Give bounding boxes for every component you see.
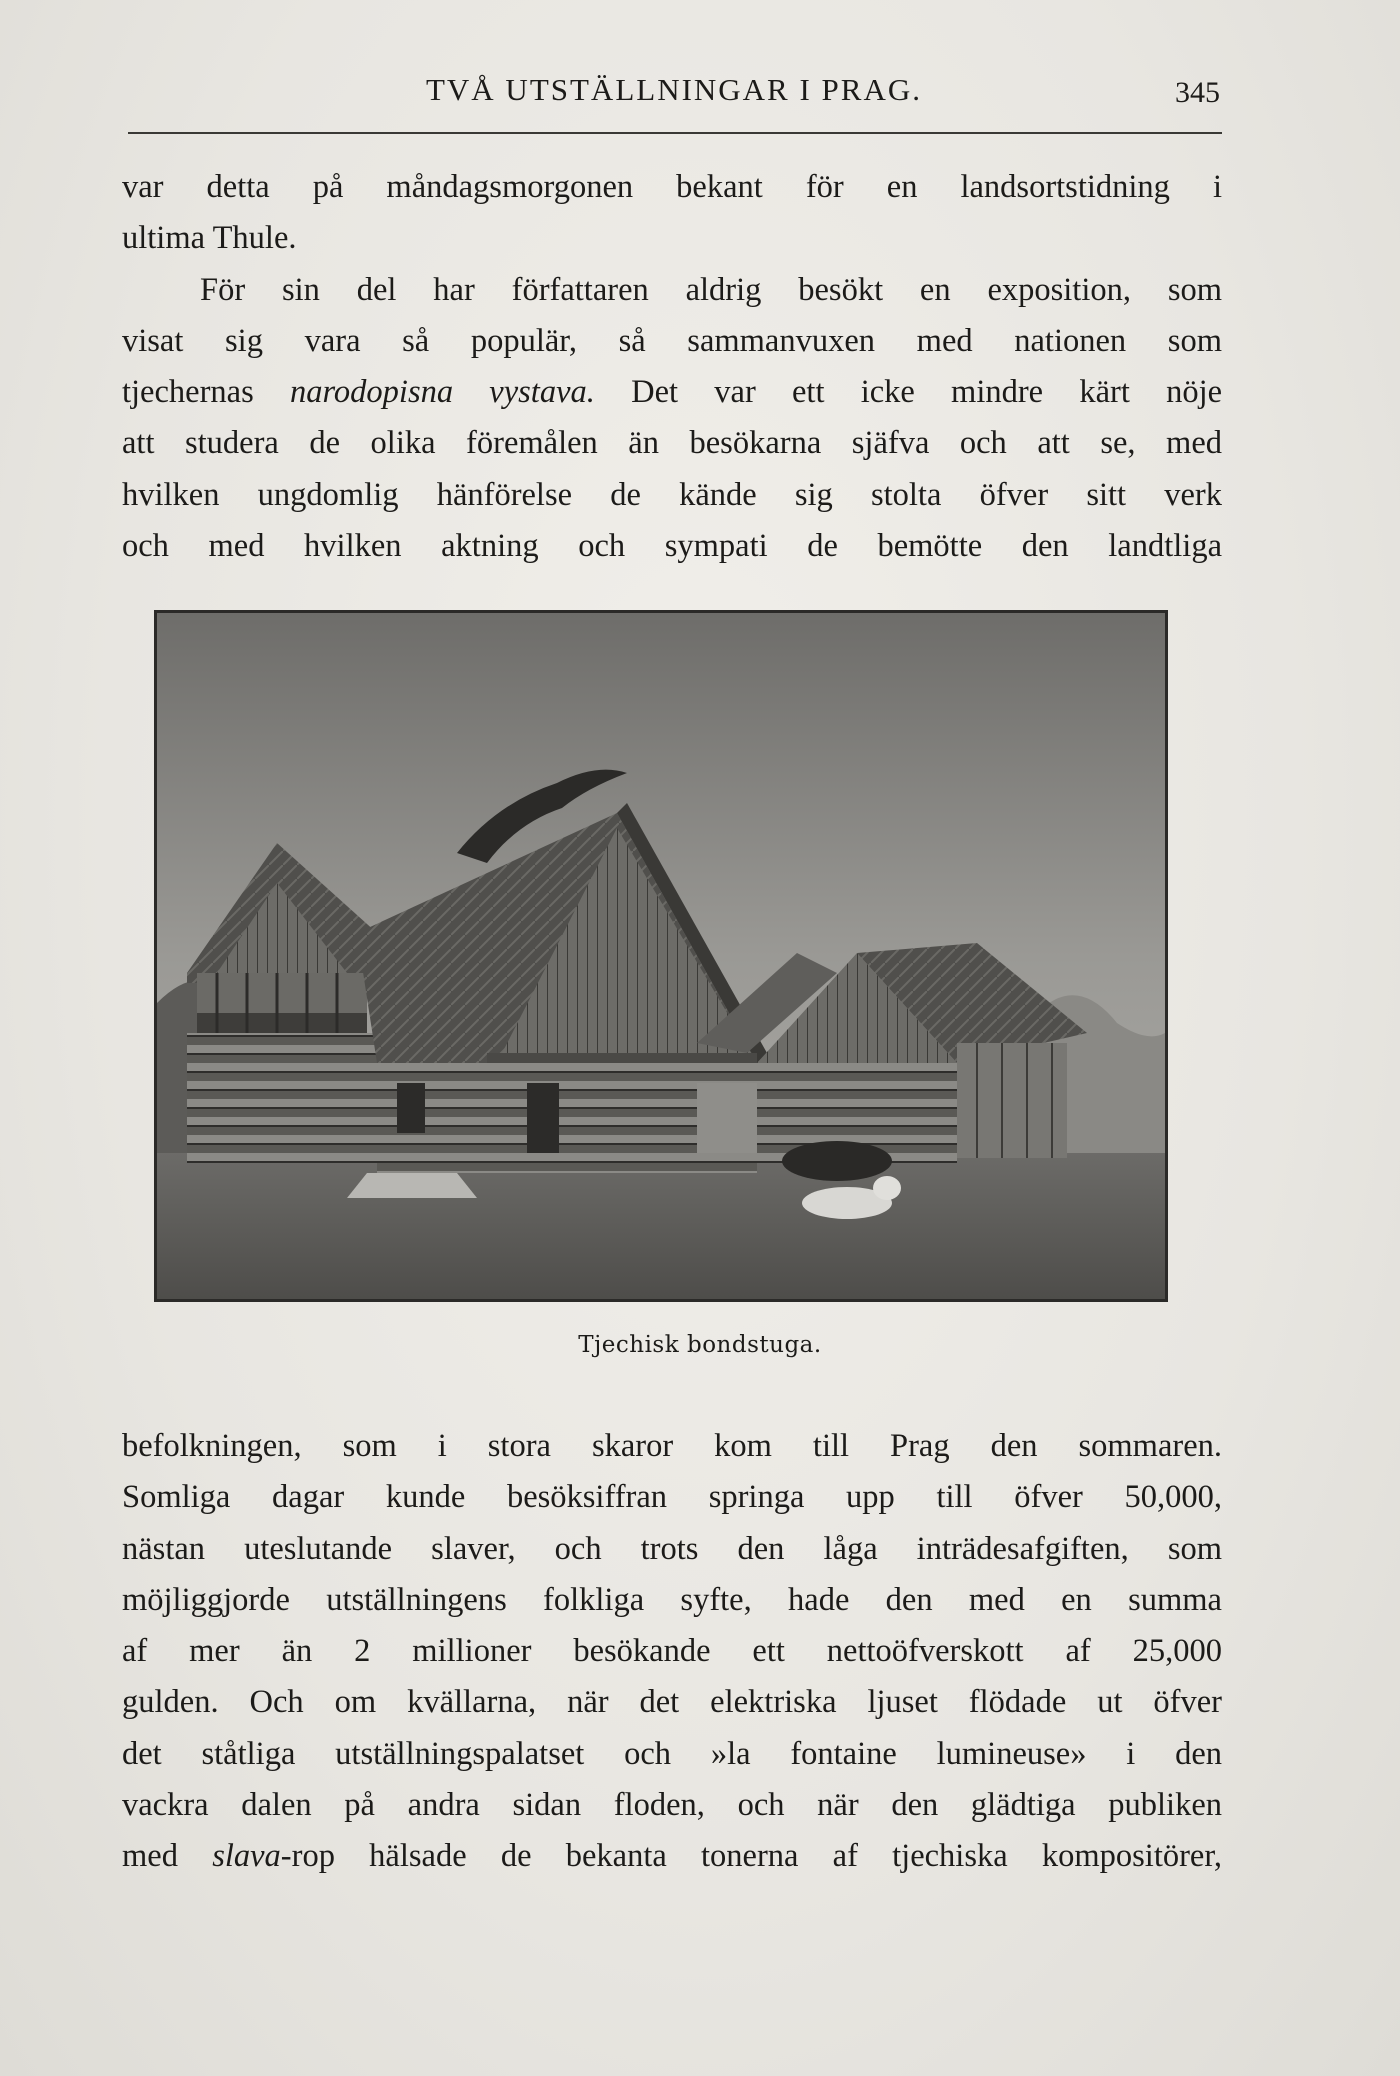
text-line: gulden. Och om kvällarna, när det elektriska ljuset flödade ut öfver — [122, 1684, 1222, 1721]
text-line: hvilken ungdomlig hänförelse de kände sig stolta öfver sitt verk — [122, 476, 1222, 513]
top-paragraphs — [122, 162, 1222, 572]
text-line: vackra dalen på andra sidan floden, och när den glädtiga publiken — [122, 1787, 1222, 1824]
text-line: var detta på måndagsmorgonen bekant för en landsortstidning i — [122, 169, 1222, 205]
text-line: nästan uteslutande slaver, och trots den låga inträdesafgiften, som — [122, 1530, 1222, 1567]
page-number: 345 — [1175, 76, 1220, 109]
text-line: För sin del har författaren aldrig besökt en exposition, som — [200, 271, 1222, 308]
bottom-paragraphs — [122, 1421, 1222, 1883]
text-line: ultima Thule. — [122, 220, 297, 257]
text-line: af mer än 2 millioner besökande ett nettoöfverskott af 25,000 — [122, 1633, 1222, 1670]
italic-title: narodopisna vystava. — [289, 374, 595, 411]
text-line: Somliga dagar kunde besöksiffran springa upp till öfver 50,000, — [122, 1479, 1222, 1516]
header-rule — [128, 132, 1222, 134]
text-line: att studera de olika föremålen än besökarna sjäfva och att se, med — [122, 425, 1222, 462]
figure-caption: Tjechisk bondstuga. — [578, 1332, 822, 1358]
text-line: det ståtliga utställningspalatset och »la fontaine lumineuse» i den — [122, 1735, 1222, 1772]
farmhouse-illustration — [154, 610, 1168, 1302]
text-fragment: -rop hälsade de bekanta tonerna af tjechiska kompositörer, — [280, 1838, 1222, 1875]
page-header — [128, 64, 1220, 114]
italic-word: slava — [212, 1838, 281, 1875]
text-line — [122, 1831, 1222, 1882]
text-fragment: Det var ett icke mindre kärt nöje — [631, 374, 1223, 411]
text-line: och med hvilken aktning och sympati de bemötte den landtliga — [122, 528, 1222, 565]
text-line: visat sig vara så populär, så sammanvuxen med nationen som — [122, 322, 1222, 359]
text-fragment: tjechernas — [122, 374, 254, 411]
text-line: befolkningen, som i stora skaror kom till Prag den sommaren. — [122, 1428, 1222, 1464]
text-line: möjliggjorde utställningens folkliga syfte, hade den med en summa — [122, 1581, 1222, 1618]
running-title: TVÅ UTSTÄLLNINGAR I PRAG. — [425, 72, 923, 107]
text-line — [122, 367, 1222, 418]
text-fragment: med — [122, 1838, 178, 1875]
